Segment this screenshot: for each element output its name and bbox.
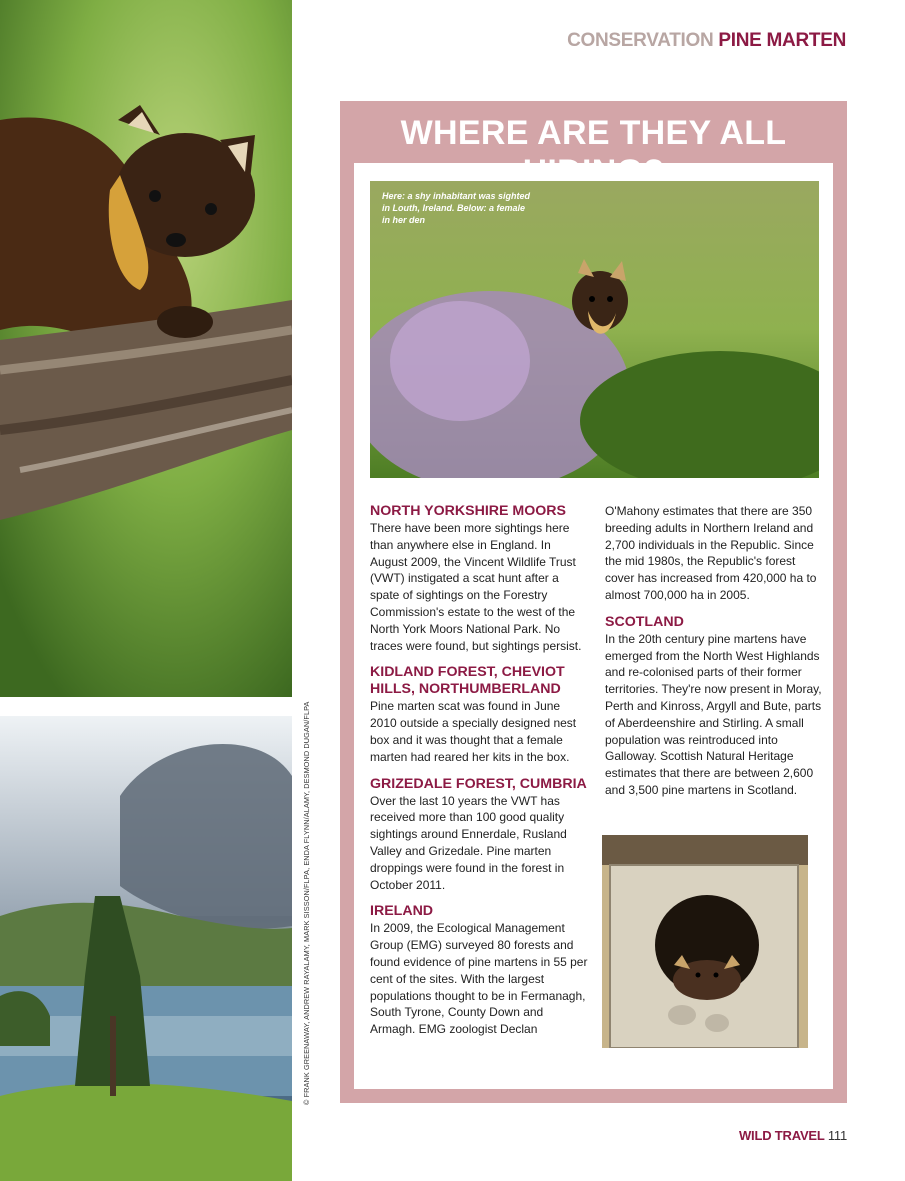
section-body: Pine marten scat was found in June 2010 outside a specially designed nest box and it was thought that a female marten had reared her kits in the box.	[370, 699, 577, 764]
page-number: 111	[827, 1128, 847, 1143]
topic-label: PINE MARTEN	[718, 30, 846, 51]
section-body: In the 20th century pine martens have emerged from the North West Highlands and re-colonised parts of their former territories. They're now present in Moray, Perth and Kinross, Argyll and Bute, parts of Aberdeenshire and Stirling. A small population was reintroduced into Galloway. Scottish Natural Heritage estimates that there are between 2,600 and 3,500 pine martens in Scotland.	[605, 631, 822, 797]
text-column-right	[605, 503, 825, 799]
nest-box-illustration	[602, 835, 808, 1048]
page-footer	[739, 1128, 847, 1143]
section-heading: IRELAND	[370, 903, 434, 920]
marten-nest-box-photo	[602, 835, 808, 1048]
section-heading: NORTH YORKSHIRE MOORS	[370, 503, 567, 519]
section-heading: KIDLAND FOREST, CHEVIOT HILLS, NORTHUMBERLAND	[370, 664, 565, 698]
section-body-continued: O'Mahony estimates that there are 350 breeding adults in Northern Ireland and 2,700 individuals in the Republic. Since the mid 1980s, the Republic's forest cover has increased from 420,000 ha to almost 700,000 ha in 2005.	[605, 504, 817, 602]
section-heading: SCOTLAND	[605, 613, 684, 630]
lake-landscape-illustration	[0, 716, 292, 1181]
panel-title: WHERE ARE THEY ALL	[400, 114, 787, 152]
pine-marten-on-branch-photo	[0, 0, 292, 697]
photo-caption: Here: a shy inhabitant was sighted in Louth, Ireland. Below: a female in her den	[382, 191, 531, 225]
pine-marten-branch-illustration	[0, 0, 292, 697]
lake-landscape-photo	[0, 716, 292, 1181]
photo-credit-text: © FRANK GREENAWAY, ANDREW RAYALAMY, MARK SISSON/FLPA, ENDA FLYNN/ALAMY, DESMOND DUGAN/FLPA	[302, 701, 311, 1105]
section-heading: GRIZEDALE FOREST, CUMBRIA	[370, 775, 587, 792]
magazine-name: WILD TRAVEL	[738, 1128, 825, 1143]
photo-credit	[292, 701, 311, 1105]
text-column-left	[370, 503, 590, 1038]
section-header	[567, 30, 846, 52]
section-body: There have been more sightings here than anywhere else in England. In August 2009, the Vincent Wildlife Trust (VWT) instigated a scat hunt after a spate of sightings on the Forestry Commission's estate to the west of the North York Moors National Park. No traces were found, but sightings persist.	[370, 521, 582, 653]
section-body: Over the last 10 years the VWT has received more than 100 good quality sightings around Ennerdale, Rusland Valley and Grizedale. Pine marten droppings were found in the forest in October 2011.	[370, 793, 567, 892]
section-body: In 2009, the Ecological Management Group (EMG) surveyed 80 forests and found evidence of pine martens in 55 per cent of the sites. With the largest populations thought to be in Fermanagh, South Tyrone, County Down and Armagh. EMG zoologist Declan	[370, 921, 588, 1037]
section-label: CONSERVATION	[567, 30, 714, 51]
